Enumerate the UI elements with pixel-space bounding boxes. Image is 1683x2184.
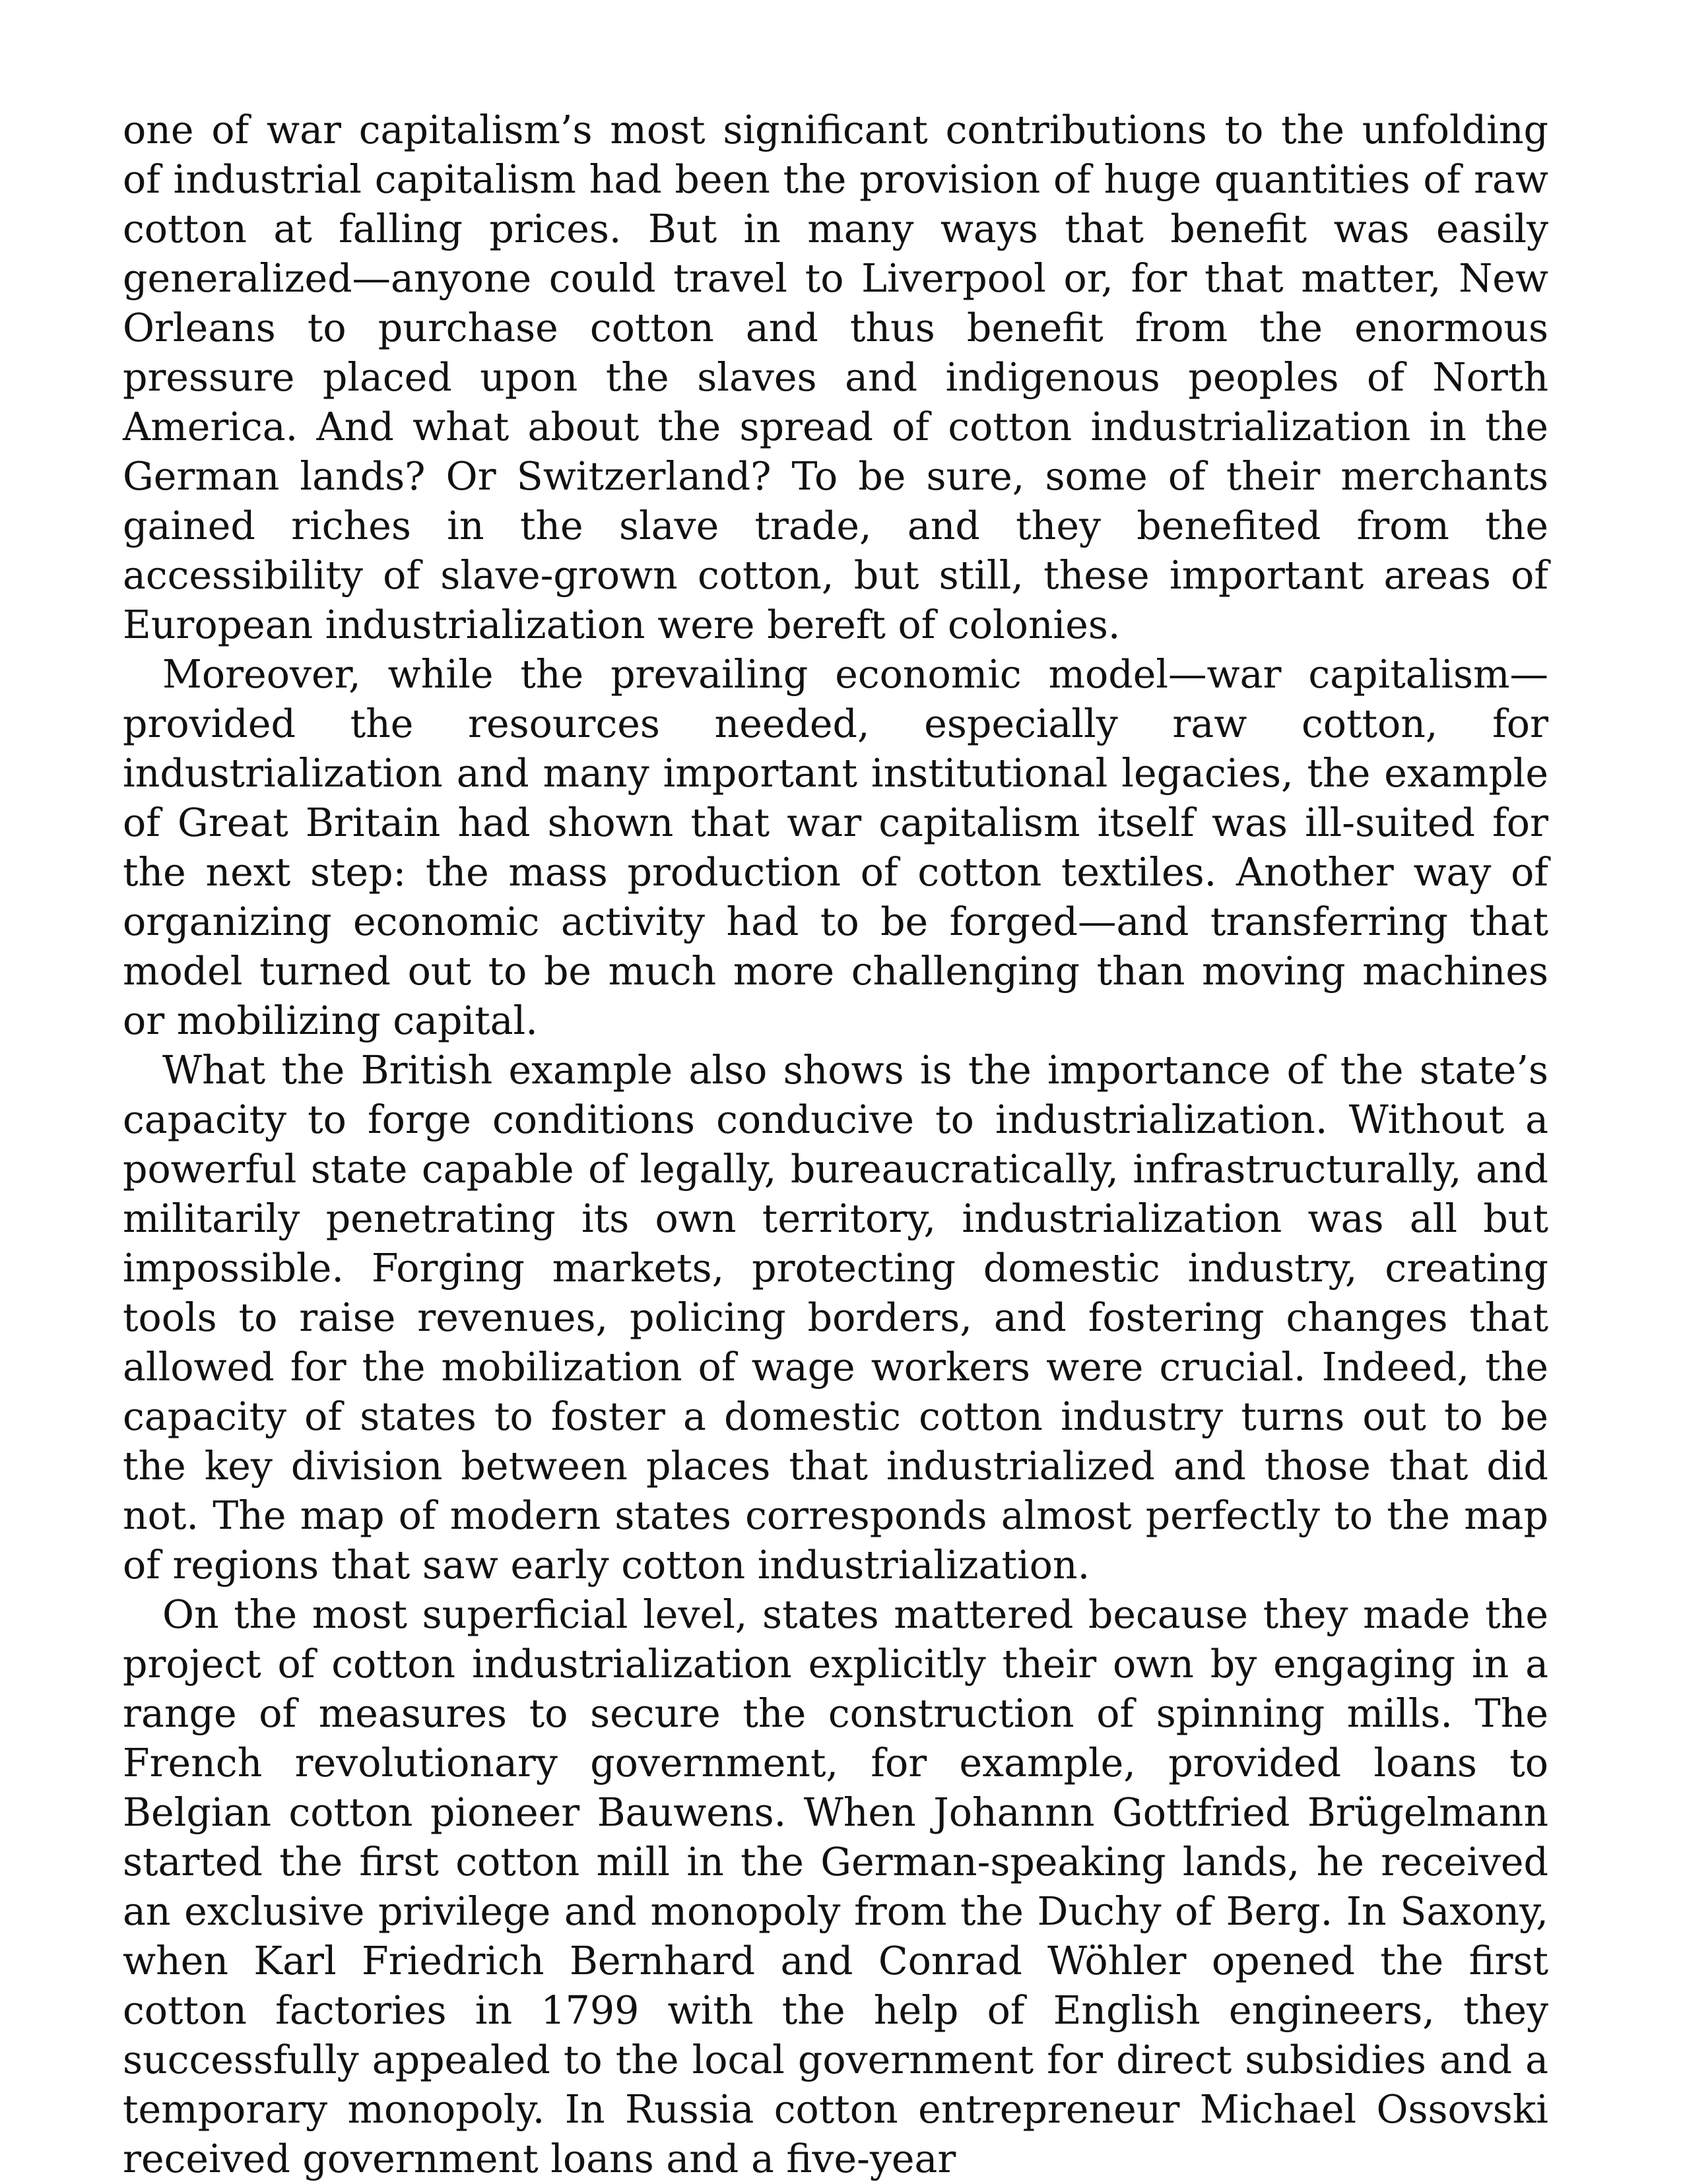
paragraph-continuation: one of war capitalism’s most significant contributions to the unfolding of industrial capitalism had been the provision of huge quantities of raw cotton at falling prices. But in many ways that benefit was easily generalized—anyone could travel to Liverpool or, for that matter, New Orleans to purchase cotton and thus benefit from the enormous pressure placed upon the slaves and indigenous peoples of North America. And what about the spread of cotton industrialization in the German lands? Or Switzerland? To be sure, some of their merchants gained riches in the slave trade, and they benefited from the accessibility of slave-grown cotton, but still, these important areas of European industrialization were bereft of colonies. <box>123 108 1548 647</box>
paragraph-moreover: Moreover, while the prevailing economic model—war capitalism—provided the resources needed, especially raw cotton, for industrialization and many important institutional legacies, the example of Great Britain had shown that war capitalism itself was ill-suited for the next step: the mass production of cotton textiles. Another way of organizing economic activity had to be forged—and transferring that model turned out to be much more challenging than moving machines or mobilizing capital. <box>123 652 1548 1043</box>
paragraph-british-example: What the British example also shows is the importance of the state’s capacity to forge conditions conducive to industrialization. Without a powerful state capable of legally, bureaucratically, infrastructurally, and militarily penetrating its own territory, industrialization was all but impossible. Forging markets, protecting domestic industry, creating tools to raise revenues, policing borders, and fostering changes that allowed for the mobilization of wage workers were crucial. Indeed, the capacity of states to foster a domestic cotton industry turns out to be the key division between places that industrialized and those that did not. The map of modern states corresponds almost perfectly to the map of regions that saw early cotton industrialization. <box>123 1048 1548 1588</box>
paragraph-superficial-level: On the most superficial level, states mattered because they made the project of cotton industrialization explicitly their own by engaging in a range of measures to secure the construction of spinning mills. The French revolutionary government, for example, provided loans to Belgian cotton pioneer Bauwens. When Johannn Gottfried Brügelmann started the first cotton mill in the German-speaking lands, he received an exclusive privilege and monopoly from the Duchy of Berg. In Saxony, when Karl Friedrich Bernhard and Conrad Wöhler opened the first cotton factories in 1799 with the help of English engineers, they successfully appealed to the local government for direct subsidies and a temporary monopoly. In Russia cotton entrepreneur Michael Ossovski received government loans and a five-year <box>123 1592 1548 2181</box>
page-body <box>123 106 1548 2184</box>
